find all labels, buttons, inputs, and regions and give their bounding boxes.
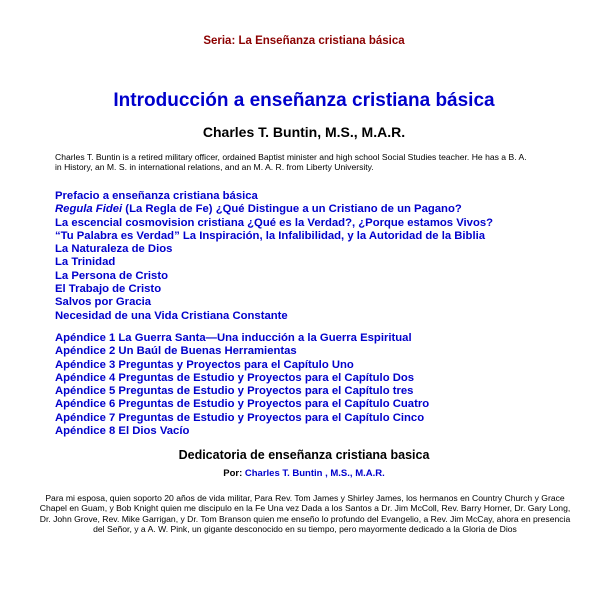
- series-label: Seria: La Enseñanza cristiana básica: [203, 35, 405, 47]
- page-title: Introducción a enseñanza cristiana básica: [113, 90, 495, 111]
- dedication-by-label: Por:: [223, 468, 245, 479]
- author-bio: Charles T. Buntin is a retired military officer, ordained Baptist minister and high school Social Studies teacher. He has a B. A. in History, an M. S. in international relations, and an M. A. R. from Liberty University.: [55, 152, 527, 172]
- toc-link-palabra[interactable]: “Tu Palabra es Verdad” La Inspiración, la Infalibilidad, y la Autoridad de la Biblia: [55, 229, 486, 242]
- toc-link-persona[interactable]: La Persona de Cristo: [55, 269, 169, 282]
- table-of-contents: [55, 190, 595, 323]
- dedication-author-name: Charles T. Buntin , M.S., M.A.R.: [244, 468, 385, 479]
- appendix-link-7[interactable]: Apéndice 7 Preguntas de Estudio y Proyectos para el Capítulo Cinco: [55, 411, 425, 424]
- appendix-link-8[interactable]: Apéndice 8 El Dios Vacío: [55, 425, 190, 438]
- toc-link-prefacio[interactable]: Prefacio a enseñanza cristiana básica: [55, 190, 258, 202]
- toc-link-trinidad[interactable]: La Trinidad: [55, 256, 116, 269]
- appendix-link-6[interactable]: Apéndice 6 Preguntas de Estudio y Proyectos para el Capítulo Cuatro: [55, 398, 430, 411]
- toc-link-regula-fidei[interactable]: [55, 203, 595, 216]
- toc-regula-rest: (La Regla de Fe) ¿Qué Distingue a un Cristiano de un Pagano?: [122, 203, 462, 216]
- appendix-link-2[interactable]: Apéndice 2 Un Baúl de Buenas Herramientas: [55, 345, 297, 358]
- appendix-link-4[interactable]: Apéndice 4 Preguntas de Estudio y Proyectos para el Capítulo Dos: [55, 371, 415, 384]
- dedication-title: Dedicatoria de enseñanza cristiana basica: [178, 448, 430, 462]
- toc-link-naturaleza[interactable]: La Naturaleza de Dios: [55, 243, 173, 256]
- appendix-list: [55, 332, 595, 438]
- author-name: Charles T. Buntin, M.S., M.A.R.: [202, 124, 406, 140]
- appendix-link-1[interactable]: Apéndice 1 La Guerra Santa—Una inducción a la Guerra Espiritual: [55, 332, 412, 344]
- toc-link-necesidad[interactable]: Necesidad de una Vida Cristiana Constante: [55, 309, 288, 322]
- appendix-link-3[interactable]: Apéndice 3 Preguntas y Proyectos para el Capítulo Uno: [55, 358, 354, 371]
- toc-link-cosmovision[interactable]: La escencial cosmovision cristiana ¿Qué es la Verdad?, ¿Porque estamos Vivos?: [55, 216, 494, 229]
- appendix-link-5[interactable]: Apéndice 5 Preguntas de Estudio y Proyectos para el Capítulo tres: [55, 385, 414, 398]
- toc-link-trabajo[interactable]: El Trabajo de Cristo: [55, 283, 162, 296]
- dedication-byline: [0, 468, 608, 479]
- toc-link-salvos[interactable]: Salvos por Gracia: [55, 296, 152, 309]
- toc-regula-italic: Regula Fidei: [55, 203, 123, 216]
- dedication-text: Para mi esposa, quien soporto 20 años de vida militar, Para Rev. Tom James y Shirley James, los hermanos en Country Church y Grace Chapel en Guam, y Bob Knight quien me discipulo en la Fe Una vez Dada a los Santos a Dr. Jim McColl, Rev. Barry Horner, Dr. Gary Long, Dr. John Grove, Rev. Mike Garrigan, y Dr. Tom Branson quien me enseño lo profundo del Evangelio, a Rev. Jim McCay, ahora en presencia del Señor, y a A. W. Pink, un gigante desconocido en su tiempo, pero mayormente dedicado a la Gloria de Dios: [39, 493, 571, 535]
